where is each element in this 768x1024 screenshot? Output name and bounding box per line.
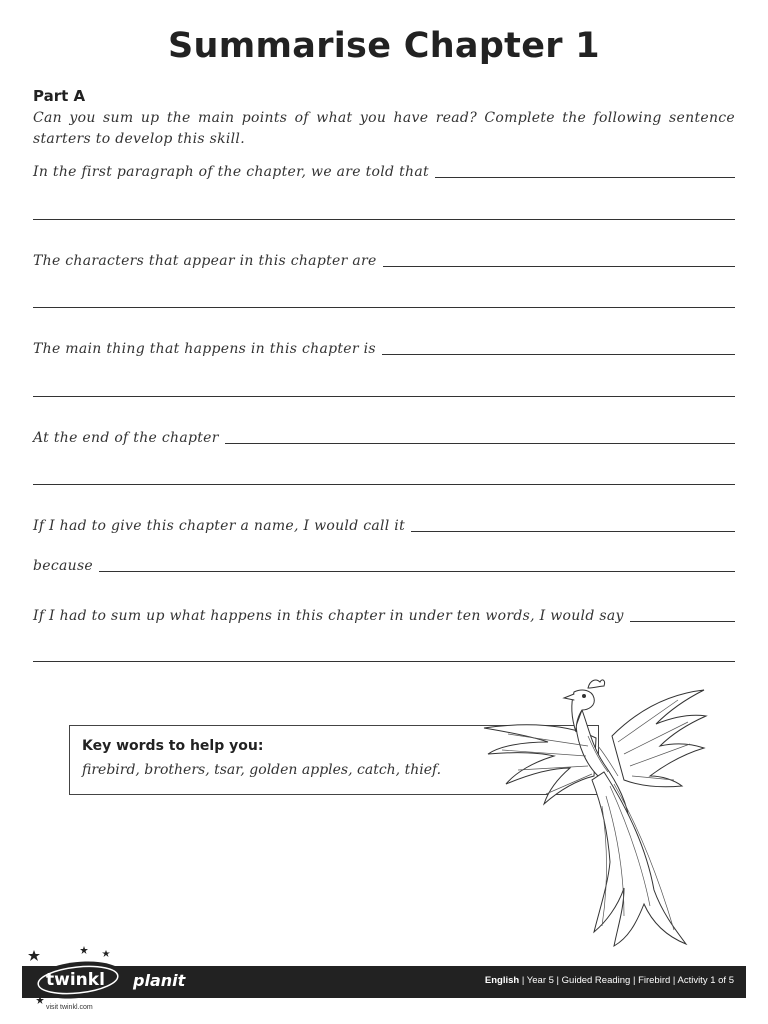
answer-line[interactable] — [33, 396, 735, 397]
answer-line[interactable] — [411, 519, 735, 532]
prompt-chapter-name — [33, 517, 735, 535]
prompt-label: If I had to give this chapter a name, I would call it — [33, 518, 405, 534]
key-words-title: Key words to help you: — [82, 738, 264, 754]
firebird-illustration — [478, 676, 710, 948]
twinkl-wordmark: twinkl — [46, 970, 105, 990]
prompt-label: The main thing that happens in this chapter is — [33, 341, 376, 357]
answer-line[interactable] — [383, 254, 735, 267]
visit-link[interactable]: visit twinkl.com — [46, 1004, 93, 1011]
answer-line[interactable] — [33, 661, 735, 662]
answer-line[interactable] — [99, 559, 735, 572]
prompt-main-thing — [33, 340, 735, 358]
footer-path: | Year 5 | Guided Reading | Firebird | Activity 1 of 5 — [519, 975, 734, 986]
footer-bar — [22, 966, 746, 998]
part-label: Part A — [33, 87, 86, 105]
twinkl-logo — [26, 946, 130, 1012]
footer-subject: English — [484, 975, 520, 986]
prompt-ten-words — [33, 607, 735, 625]
answer-line[interactable] — [382, 342, 735, 355]
prompt-label: If I had to sum up what happens in this chapter in under ten words, I would say — [33, 608, 624, 624]
prompt-label: because — [33, 558, 94, 574]
answer-line[interactable] — [33, 219, 735, 220]
intro-text: Can you sum up the main points of what you have read? Complete the following sentence starters to develop this skill. — [33, 110, 735, 147]
prompt-first-paragraph — [33, 163, 735, 181]
answer-line[interactable] — [435, 165, 735, 178]
prompt-label: The characters that appear in this chapter are — [33, 253, 377, 269]
planit-wordmark: planit — [133, 971, 186, 990]
answer-line[interactable] — [225, 431, 735, 444]
prompt-end-of-chapter — [33, 429, 735, 447]
page-title: Summarise Chapter 1 — [168, 26, 600, 66]
answer-line[interactable] — [630, 609, 735, 622]
key-words-list: firebird, brothers, tsar, golden apples, catch, thief. — [82, 762, 442, 778]
prompt-label: At the end of the chapter — [33, 430, 219, 446]
prompt-label: In the first paragraph of the chapter, we are told that — [33, 164, 429, 180]
answer-line[interactable] — [33, 307, 735, 308]
prompt-characters — [33, 252, 735, 270]
footer-breadcrumb — [485, 975, 734, 986]
answer-line[interactable] — [33, 484, 735, 485]
prompt-because — [33, 557, 735, 575]
